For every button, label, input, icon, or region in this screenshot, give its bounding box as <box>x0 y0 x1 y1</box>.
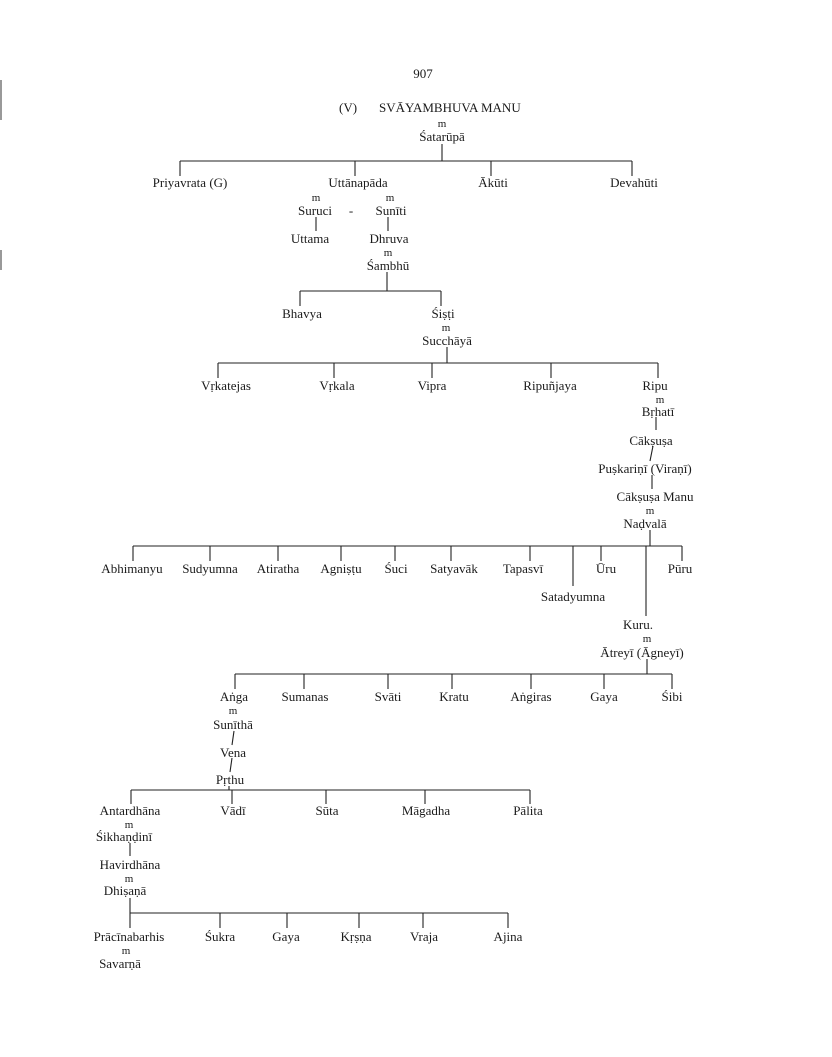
person-vrkatejas: Vṛkatejas <box>201 378 251 393</box>
person-puskarini: Puṣkariṇī (Viraṇī) <box>598 461 692 476</box>
person-suruci: Suruci <box>298 203 332 218</box>
person-kratu: Kratu <box>439 689 469 704</box>
person-sudyumna: Sudyumna <box>182 561 238 576</box>
person-dhisana: Dhiṣaṇā <box>103 883 147 898</box>
scan-edge-mark <box>0 250 2 270</box>
person-puru: Pūru <box>667 561 693 576</box>
person-antardhana: Antardhāna <box>99 803 161 818</box>
marriage-mark: m <box>121 945 131 957</box>
scan-edge-mark <box>0 80 2 120</box>
person-succhaya: Succhāyā <box>422 333 472 348</box>
person-uttanapada: Uttānapāda <box>328 175 388 190</box>
person-suci: Śuci <box>384 561 408 576</box>
person-vrkala: Vṛkala <box>319 378 355 393</box>
marriage-mark: m <box>441 322 451 334</box>
person-satyavak: Satyavāk <box>430 561 478 576</box>
person-vadi: Vādī <box>220 803 246 818</box>
section-label: (V) <box>339 100 358 115</box>
wife-separator: - <box>348 203 354 218</box>
person-angiras: Aṅgiras <box>510 689 552 704</box>
person-satadyumna: Satadyumna <box>540 589 606 604</box>
person-brhati: Bṛhatī <box>641 404 675 419</box>
person-bhavya: Bhavya <box>282 306 322 321</box>
person-suta: Sūta <box>315 803 339 818</box>
root-spouse: Śatarūpā <box>419 129 465 144</box>
person-abhimanyu: Abhimanyu <box>101 561 163 576</box>
person-agnistu: Agniṣṭu <box>320 561 362 576</box>
person-atreyi: Ātreyī (Āgneyī) <box>600 645 684 660</box>
person-anga: Aṅga <box>219 689 249 704</box>
person-dhruva: Dhruva <box>369 231 409 246</box>
person-sumanas: Sumanas <box>281 689 329 704</box>
person-savarna: Savarṇā <box>99 956 141 971</box>
marriage-mark: m <box>124 873 134 885</box>
person-sisti: Śiṣṭi <box>431 306 455 321</box>
person-atiratha: Atiratha <box>256 561 300 576</box>
marriage-mark: m <box>385 192 395 204</box>
marriage-mark: m <box>655 394 665 406</box>
person-caksusa-manu: Cākṣuṣa Manu <box>616 489 694 504</box>
person-ripunjaya: Ripuñjaya <box>523 378 577 393</box>
marriage-mark: m <box>228 705 238 717</box>
person-priyavrata: Priyavrata (G) <box>152 175 228 190</box>
person-suniti: Sunīti <box>375 203 407 218</box>
person-gaya-2: Gaya <box>272 929 300 944</box>
person-kuru: Kuru. <box>623 617 653 632</box>
person-prthu: Pṛthu <box>215 772 245 787</box>
person-vraja: Vraja <box>409 929 439 944</box>
root-person: SVĀYAMBHUVA MANU <box>379 100 521 115</box>
person-caksusa: Cākṣuṣa <box>629 433 673 448</box>
person-sunitha: Sunīthā <box>213 717 253 732</box>
page-number: 907 <box>413 66 433 81</box>
marriage-mark: m <box>311 192 321 204</box>
person-nadvala: Naḍvalā <box>623 516 667 531</box>
person-devahuti: Devahūti <box>610 175 658 190</box>
person-ripu: Ripu <box>642 378 668 393</box>
person-sambhu: Śambhū <box>366 258 410 273</box>
marriage-mark: m <box>437 118 447 130</box>
person-vipra: Vipra <box>417 378 447 393</box>
marriage-mark: m <box>645 505 655 517</box>
person-ajina: Ajina <box>493 929 523 944</box>
person-sukra: Śukra <box>204 929 236 944</box>
marriage-mark: m <box>383 247 393 259</box>
marriage-mark: m <box>642 633 652 645</box>
person-tapasvi: Tapasvī <box>502 561 544 576</box>
person-sibi: Śibi <box>661 689 683 704</box>
person-krsna: Kṛṣṇa <box>340 929 372 944</box>
person-pracinabarhis: Prācīnabarhis <box>93 929 165 944</box>
person-vena: Vena <box>220 745 246 760</box>
person-sikhandini: Śikhaṇḍinī <box>95 829 153 844</box>
person-uru: Ūru <box>595 561 617 576</box>
marriage-mark: m <box>124 819 134 831</box>
person-havirdhana: Havirdhāna <box>99 857 161 872</box>
person-svati: Svāti <box>374 689 402 704</box>
person-magadha: Māgadha <box>401 803 451 818</box>
person-akuti: Ākūti <box>478 175 508 190</box>
person-palita: Pālita <box>513 803 543 818</box>
person-gaya: Gaya <box>590 689 618 704</box>
person-uttama: Uttama <box>290 231 330 246</box>
